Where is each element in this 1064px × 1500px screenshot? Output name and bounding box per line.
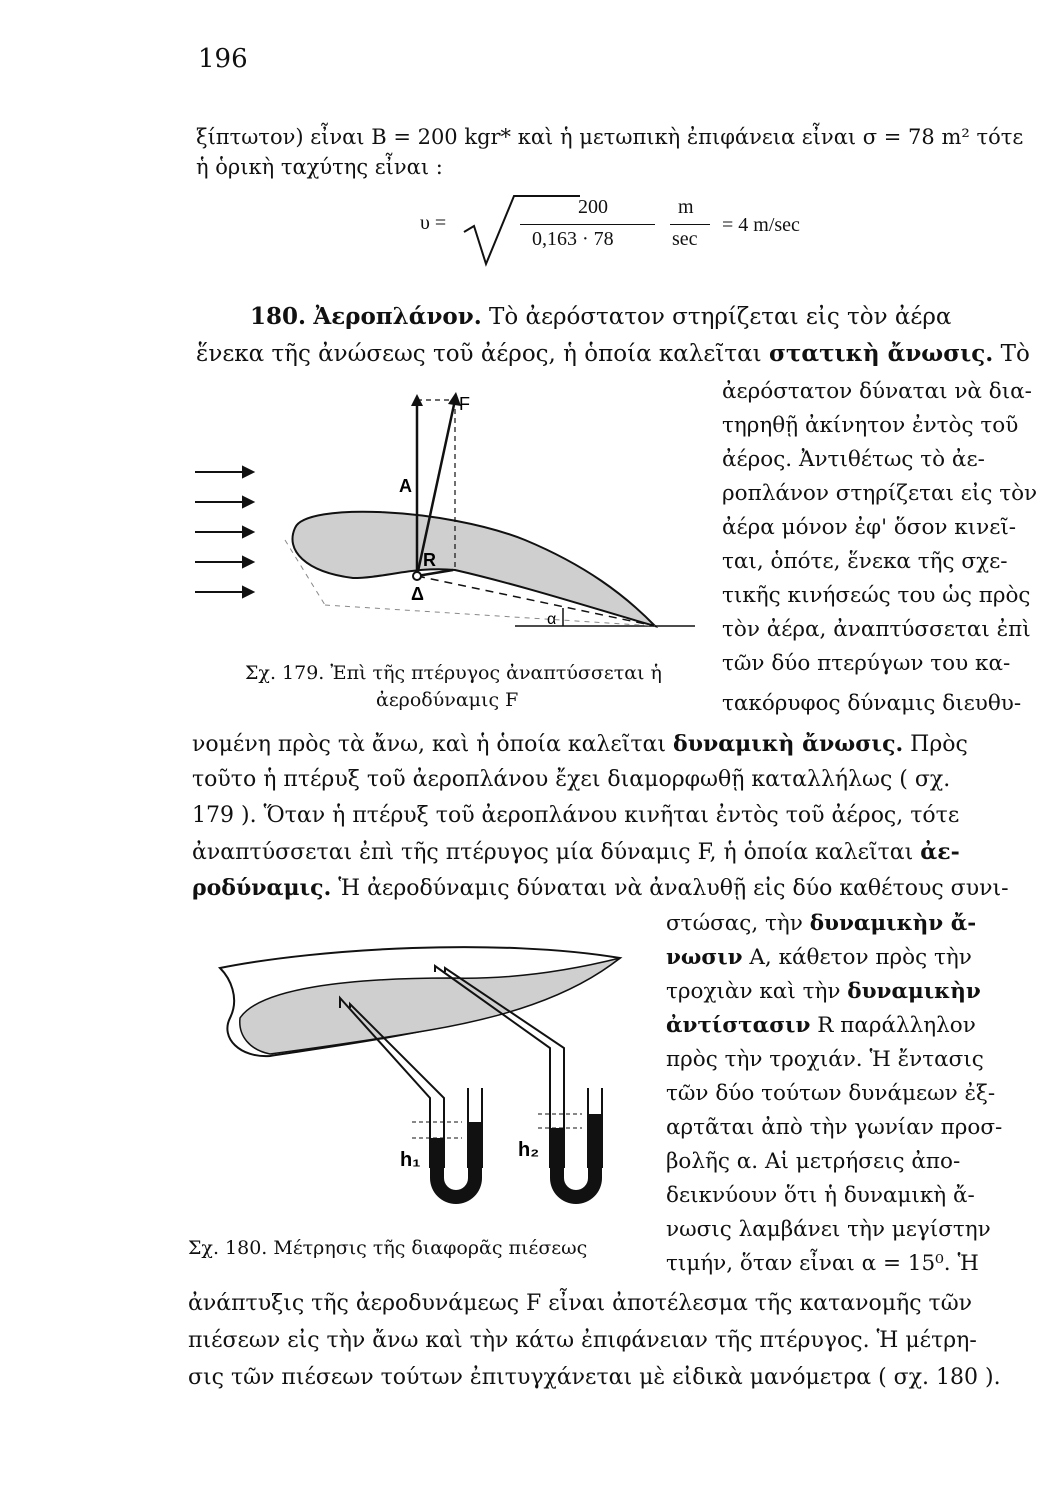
unit-bar (670, 224, 710, 225)
body-line (192, 730, 968, 759)
airflow-arrows (195, 467, 253, 597)
figure-180-caption: Σχ. 180. Μέτρησις τῆς διαφορᾶς πιέσεως (188, 1237, 588, 1259)
right-col-1-line: τὸν ἀέρα, ἀναπτύσσεται ἐπὶ (722, 617, 1031, 642)
unit-numerator: m (678, 196, 694, 218)
body-text: ἀναπτύσσεται ἐπὶ τῆς πτέρυγος μία δύναμις F, ἡ ὁποία καλεῖται (192, 840, 914, 865)
right-col-2-line: αρτᾶται ἀπὸ τὴν γωνίαν προσ- (666, 1115, 1003, 1140)
label-f: F (459, 394, 470, 414)
right-col-1-line: τηρηθῇ ἀκίνητον ἐντὸς τοῦ (722, 413, 1019, 438)
right-col-1-line: τακόρυφος δύναμις διευθυ- (722, 691, 1022, 716)
figure-179-caption-line-2: ἀεροδύναμις F (376, 689, 519, 711)
section-number: 180. (250, 303, 307, 330)
right-col-1-line: ἀερόστατον δύναται νὰ δια- (722, 379, 1032, 404)
label-delta: Δ (411, 584, 424, 604)
right-col-2-line: τῶν δύο τούτων δυνάμεων ἐξ- (666, 1081, 996, 1106)
drag-vector-r (417, 570, 453, 576)
body-text: R παράλληλον (817, 1013, 976, 1038)
dynamic-drag-term: δυναμικὴν (847, 979, 981, 1004)
velocity-formula (420, 190, 840, 270)
unit-denominator: sec (672, 228, 698, 250)
body-text: Ἡ ἀεροδύναμις δύναται νὰ ἀναλυθῇ εἰς δύο καθέτους συνι- (338, 876, 1009, 901)
right-col-2-line: βολῆς α. Αἱ μετρήσεις ἀπο- (666, 1149, 961, 1174)
static-lift-term: στατικὴ ἄνωσις. (768, 340, 994, 367)
figure-180-manometer (200, 938, 650, 1228)
label-a: A (399, 476, 412, 496)
body-line (192, 838, 960, 867)
right-col-2-line (666, 910, 976, 938)
body-text: A, κάθετον πρὸς τὴν (749, 945, 972, 970)
label-r: R (423, 550, 436, 570)
body-text: Πρὸς (910, 732, 968, 757)
aerodynamic-force-term: ἀε- (920, 839, 960, 865)
label-h1: h₁ (400, 1149, 421, 1171)
right-col-2-line (666, 978, 981, 1006)
right-col-2-line: δεικνύουν ὅτι ἡ δυναμικὴ ἄ- (666, 1183, 975, 1208)
body-line: πιέσεων εἰς τὴν ἄνω καὶ τὴν κάτω ἐπιφάνειαν τῆς πτέρυγος. Ἡ μέτρη- (188, 1328, 977, 1353)
section-line-2 (196, 340, 1030, 368)
dynamic-drag-term: ἀντίστασιν (666, 1013, 811, 1038)
formula-lhs: υ = (420, 212, 447, 234)
right-col-1-line: ροπλάνον στηρίζεται εἰς τὸν (722, 481, 1038, 506)
section-line-2-end: Τὸ (1000, 341, 1030, 367)
pressure-center-point (413, 572, 421, 580)
body-line: ἀνάπτυξις τῆς ἀεροδυνάμεως F εἶναι ἀποτέλεσμα τῆς κατανομῆς τῶν (188, 1291, 973, 1316)
page-number: 196 (198, 44, 248, 74)
u-tube-liquid-1 (430, 1122, 482, 1204)
right-col-1-line: ται, ὁπότε, ἕνεκα τῆς σχε- (722, 549, 1008, 574)
body-line: τοῦτο ἡ πτέρυξ τοῦ ἀεροπλάνου ἔχει διαμορφωθῇ καταλλήλως ( σχ. (192, 767, 951, 792)
section-line-2-text: ἕνεκα τῆς ἀνώσεως τοῦ ἀέρος, ἡ ὁποία καλεῖται (196, 341, 762, 367)
dynamic-lift-term: δυναμικὴν ἄ- (809, 911, 977, 936)
right-col-1-line: τῶν δύο πτερύγων του κα- (722, 651, 1011, 676)
body-line: σις τῶν πιέσεων τούτων ἐπιτυγχάνεται μὲ εἰδικὰ μανόμετρα ( σχ. 180 ). (188, 1365, 1001, 1390)
right-col-2-line (666, 1012, 976, 1040)
body-text: νομένη πρὸς τὰ ἄνω, καὶ ἡ ὁποία καλεῖται (192, 732, 667, 757)
right-col-2-line (666, 944, 972, 972)
figure-179-caption-line-1: Σχ. 179. Ἐπὶ τῆς πτέρυγος ἀναπτύσσεται ἡ (245, 662, 662, 684)
wing-profile (292, 512, 655, 626)
section-line-1 (250, 303, 951, 331)
formula-result: = 4 m/sec (722, 214, 800, 236)
figure-179-wing-forces (185, 390, 705, 650)
aerodynamic-force-term: ροδύναμις. (192, 875, 332, 901)
formula-numerator: 200 (578, 196, 608, 218)
dynamic-lift-term: νωσιν (666, 945, 743, 970)
right-col-1-line: ἀέρα μόνον ἐφ' ὅσον κινεῖ- (722, 515, 1017, 540)
right-col-1-line: ἀέρος. Ἀντιθέτως τὸ ἀε- (722, 447, 985, 472)
intro-line-2: ἡ ὁρικὴ ταχύτης εἶναι : (196, 155, 443, 179)
right-col-2-line: νωσις λαμβάνει τὴν μεγίστην (666, 1217, 991, 1242)
body-text: τροχιὰν καὶ τὴν (666, 979, 841, 1004)
formula-denominator: 0,163 · 78 (532, 228, 614, 250)
right-col-2-line: πρὸς τὴν τροχιάν. Ἡ ἔντασις (666, 1047, 984, 1072)
dynamic-lift-term: δυναμικὴ ἄνωσις. (673, 731, 904, 757)
section-title: Ἀεροπλάνον. (313, 303, 482, 330)
body-text: στώσας, τὴν (666, 911, 803, 936)
label-h2: h₂ (518, 1139, 540, 1161)
intro-line-1: ξίπτωτον) εἶναι B = 200 kgr* καὶ ἡ μετωπικὴ ἐπιφάνεια εἶναι σ = 78 m² τότε (196, 125, 1024, 149)
body-line (192, 874, 1009, 903)
fraction-bar (520, 224, 655, 225)
section-line-1-text: Τὸ ἀερόστατον στηρίζεται εἰς τὸν ἀέρα (489, 304, 952, 330)
label-alpha: α (547, 611, 557, 628)
right-col-1-line: τικῆς κινήσεώς του ὡς πρὸς (722, 583, 1031, 608)
right-col-2-line: τιμήν, ὅταν εἶναι α = 15⁰. Ἡ (666, 1251, 979, 1276)
body-line: 179 ). Ὅταν ἡ πτέρυξ τοῦ ἀεροπλάνου κινῆται ἐντὸς τοῦ ἀέρος, τότε (192, 803, 960, 828)
